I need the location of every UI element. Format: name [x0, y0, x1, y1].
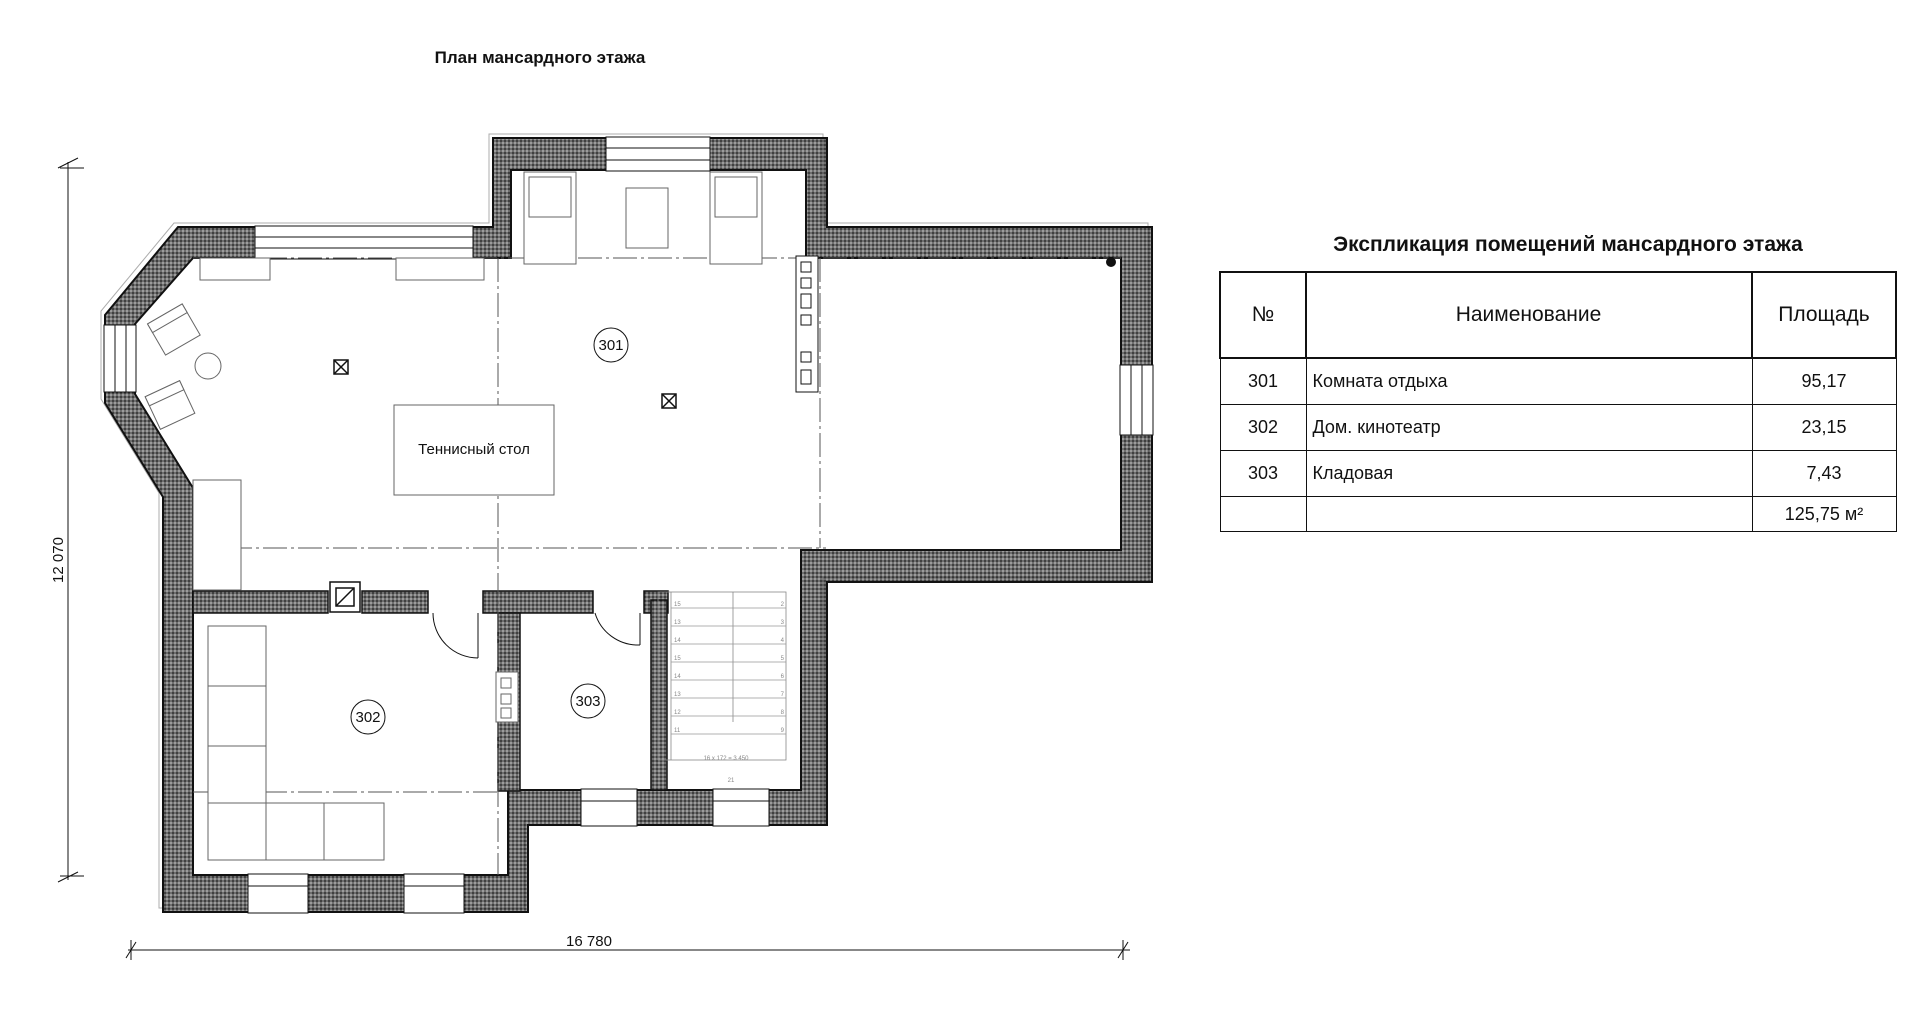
row-name: Дом. кинотеатр — [1306, 405, 1752, 451]
sofa-302 — [208, 626, 518, 860]
row-num: 301 — [1220, 358, 1306, 405]
total-area: 125,75 м² — [1752, 497, 1896, 532]
stair-step-number: 12 — [674, 710, 681, 716]
vent-shaft-icon — [330, 582, 360, 612]
doors — [433, 613, 640, 658]
stair-step-number: 15 — [674, 656, 681, 662]
stair-step-number: 14 — [674, 674, 681, 680]
tennis-table-label: Теннисный стол — [418, 440, 530, 458]
stair-bottom: 21 — [727, 778, 735, 784]
stair-numbers — [674, 602, 785, 734]
svg-text:303: 303 — [575, 692, 601, 710]
height-dimension — [58, 158, 84, 882]
header-name: Наименование — [1306, 272, 1752, 358]
row-name: Кладовая — [1306, 451, 1752, 497]
width-dimension-label: 16 780 — [566, 933, 612, 950]
stair-step-number: 15 — [674, 602, 681, 608]
stair-step-number: 5 — [780, 656, 784, 662]
stair-step-number: 9 — [780, 728, 784, 734]
stair-step-number: 4 — [780, 638, 784, 644]
electrical-panel — [796, 256, 818, 392]
table-total-row — [1220, 497, 1896, 532]
stair-step-number: 3 — [780, 620, 784, 626]
stair-note: 16 x 172 = 3 450 — [703, 756, 749, 762]
ceiling-fixtures — [334, 360, 676, 408]
table-header — [1220, 272, 1896, 358]
row-area: 7,43 — [1752, 451, 1896, 497]
explication-table — [1219, 271, 1897, 532]
table-row — [1220, 358, 1896, 405]
stair-step-number: 13 — [674, 620, 681, 626]
room-marker-302 — [351, 700, 385, 734]
row-area: 95,17 — [1752, 358, 1896, 405]
stair-step-number: 14 — [674, 638, 681, 644]
height-dimension-label: 12 070 — [50, 537, 67, 583]
room-marker-303 — [571, 684, 605, 718]
row-num: 302 — [1220, 405, 1306, 451]
stair-step-number: 2 — [780, 602, 784, 608]
room-marker-301 — [594, 328, 628, 362]
svg-text:302: 302 — [355, 708, 381, 726]
explication-title: Экспликация помещений мансардного этажа — [1333, 233, 1803, 256]
stair-step-number: 8 — [780, 710, 784, 716]
header-area: Площадь — [1752, 272, 1896, 358]
stair-step-number: 13 — [674, 692, 681, 698]
row-num: 303 — [1220, 451, 1306, 497]
stair-step-number: 6 — [780, 674, 784, 680]
table-row — [1220, 451, 1896, 497]
stair-step-number: 7 — [780, 692, 784, 698]
riser-icon — [1106, 257, 1116, 267]
plan-title: План мансардного этажа — [434, 48, 646, 67]
stair-step-number: 11 — [674, 728, 681, 734]
header-num: № — [1220, 272, 1306, 358]
table-row — [1220, 405, 1896, 451]
stair-treads — [671, 608, 786, 734]
row-area: 23,15 — [1752, 405, 1896, 451]
row-name: Комната отдыха — [1306, 358, 1752, 405]
svg-text:301: 301 — [598, 336, 624, 354]
width-dimension — [126, 940, 1130, 960]
